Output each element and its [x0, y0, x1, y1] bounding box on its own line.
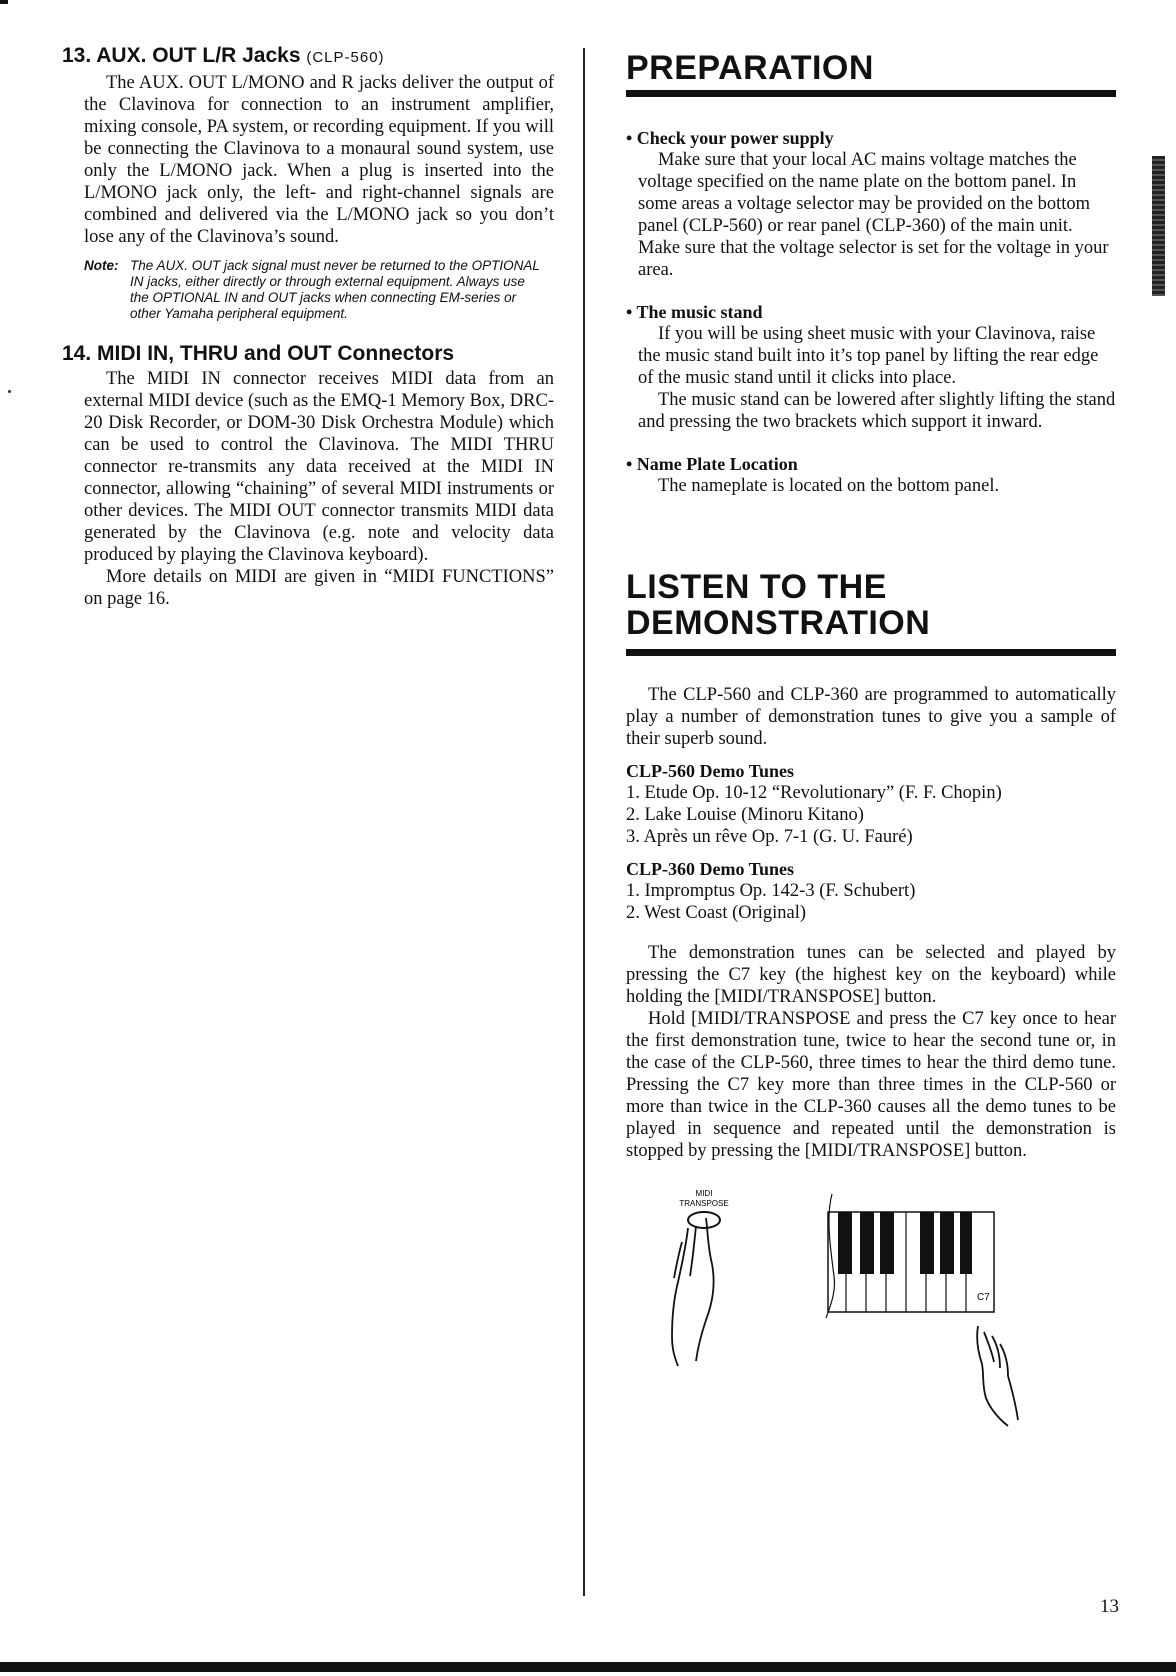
section-title: MIDI IN, THRU and OUT Connectors — [97, 342, 455, 365]
list-item: 1. Etude Op. 10-12 “Revolutionary” (F. F. Chopin) — [626, 783, 1002, 803]
section-number: 14. — [62, 342, 92, 365]
title-rule — [626, 90, 1116, 97]
button-label-transpose: TRANSPOSE — [679, 1199, 729, 1208]
demo-instructions-detail: Hold [MIDI/TRANSPOSE and press the C7 key once to hear the first demonstration tune, twice to hear the second tune or, in the case of the CLP-560, three times to hear the third demo tune. Pressing the C7 key more than three times in the CLP-560 or more than twice in the CLP-360 causes all the demo tunes to be played in sequence and repeated until the demonstration is stopped by pressing the [MIDI/TRANSPOSE] button. — [626, 1009, 1116, 1161]
demo-intro: The CLP-560 and CLP-360 are programmed to automatically play a number of demonstration tunes to give you a sample of their superb sound. — [626, 685, 1116, 749]
bullet-body: The music stand can be lowered after slightly lifting the stand and pressing the two brackets which support it inward. — [638, 390, 1116, 432]
section-aux-out — [62, 44, 554, 322]
midi-reference: More details on MIDI are given in “MIDI FUNCTIONS” on page 16. — [84, 567, 554, 609]
list-item: 2. West Coast (Original) — [626, 903, 807, 923]
clp360-demo-heading: CLP-360 Demo Tunes — [626, 859, 795, 879]
music-stand-item — [626, 301, 1116, 433]
demo-instructions: The demonstration tunes can be selected and played by pressing the C7 key (the highest key on the keyboard) while holding the [MIDI/TRANSPOSE] button. — [626, 943, 1116, 1007]
section-tab-marker — [1152, 156, 1165, 296]
keyboard-icon — [826, 1194, 994, 1318]
power-supply-item — [626, 127, 1116, 281]
bullet-heading: • Name Plate Location — [626, 454, 798, 474]
section-heading — [62, 44, 554, 70]
bullet-body: The nameplate is located on the bottom panel. — [658, 476, 1000, 496]
demo-illustration — [626, 1186, 1116, 1436]
clp560-tune-list — [626, 782, 1116, 848]
bottom-bar — [0, 1662, 1176, 1672]
c7-key-label: C7 — [977, 1292, 990, 1303]
list-item: 3. Après un rêve Op. 7-1 (G. U. Fauré) — [626, 827, 913, 847]
title-line: DEMONSTRATION — [626, 604, 931, 642]
clp360-tune-list — [626, 880, 1116, 924]
bullet-body: Make sure that your local AC mains voltage matches the voltage specified on the name plate on the bottom panel. In some areas a voltage selector may be provided on the bottom panel (CLP-560) or rear panel (CLP-360) of the main unit. Make sure that the voltage selector is set for the voltage in your area. — [638, 150, 1109, 280]
list-item: 2. Lake Louise (Minoru Kitano) — [626, 805, 864, 825]
aux-out-description: The AUX. OUT L/MONO and R jacks deliver the output of the Clavinova for connection to an instrument amplifier, mixing console, PA system, or recording equipment. If you will be connecting the Clavinova to a monaural sound system, use only the L/MONO jack. When a plug is inserted into the L/MONO jack only, the left- and right-channel signals are combined and delivered via the L/MONO jack so you don’t lose any of the Clavinova’s sound. — [84, 73, 554, 247]
midi-transpose-button — [688, 1212, 720, 1228]
illustration-svg — [626, 1186, 1116, 1436]
note-label: Note: — [84, 258, 119, 273]
hand-pressing-button-icon — [672, 1218, 714, 1366]
preparation-title: PREPARATION — [626, 49, 874, 87]
list-item: 1. Impromptus Op. 142-3 (F. Schubert) — [626, 881, 916, 901]
title-line: LISTEN TO THE — [626, 568, 887, 606]
margin-dot — [8, 390, 11, 393]
name-plate-item — [626, 453, 1116, 497]
midi-description: The MIDI IN connector receives MIDI data from an external MIDI device (such as the EMQ-1 Memory Box, DRC-20 Disk Recorder, or DOM-30 Disk Orchestra Module) which can be used to control the Clavinova. The MIDI THRU connector re-transmits any data received at the MIDI IN connector, allowing “chaining” of several MIDI instruments or other devices. The MIDI OUT connector transmits MIDI data generated by the Clavinova (e.g. note and velocity data produced by playing the Clavinova keyboard). — [84, 369, 554, 565]
section-title: AUX. OUT L/R Jacks — [96, 44, 301, 67]
section-heading — [62, 342, 554, 366]
button-label-midi: MIDI — [695, 1189, 713, 1198]
note-text: The AUX. OUT jack signal must never be returned to the OPTIONAL IN jacks, either directly or through external equipment. Always use the OPTIONAL IN and OUT jacks when connecting EM-series or other Yamaha peripheral equipment. — [130, 258, 540, 321]
bullet-heading: • The music stand — [626, 302, 763, 322]
demonstration-title — [626, 569, 1116, 641]
corner-mark — [0, 0, 8, 4]
hand-pressing-key-icon — [977, 1326, 1018, 1426]
bullet-heading: • Check your power supply — [626, 128, 834, 148]
section-model: (CLP-560) — [306, 49, 385, 66]
column-divider — [583, 48, 585, 1596]
clp560-demo-heading: CLP-560 Demo Tunes — [626, 761, 795, 781]
note-block — [84, 258, 554, 322]
section-number: 13. — [62, 44, 92, 67]
page-number: 13 — [1100, 1596, 1119, 1617]
section-midi — [62, 342, 554, 610]
title-rule — [626, 649, 1116, 656]
left-column — [62, 44, 554, 610]
bullet-body: If you will be using sheet music with your Clavinova, raise the music stand built into it’s top panel by lifting the rear edge of the music stand until it clicks into place. — [638, 324, 1099, 388]
right-column — [626, 44, 1116, 1436]
